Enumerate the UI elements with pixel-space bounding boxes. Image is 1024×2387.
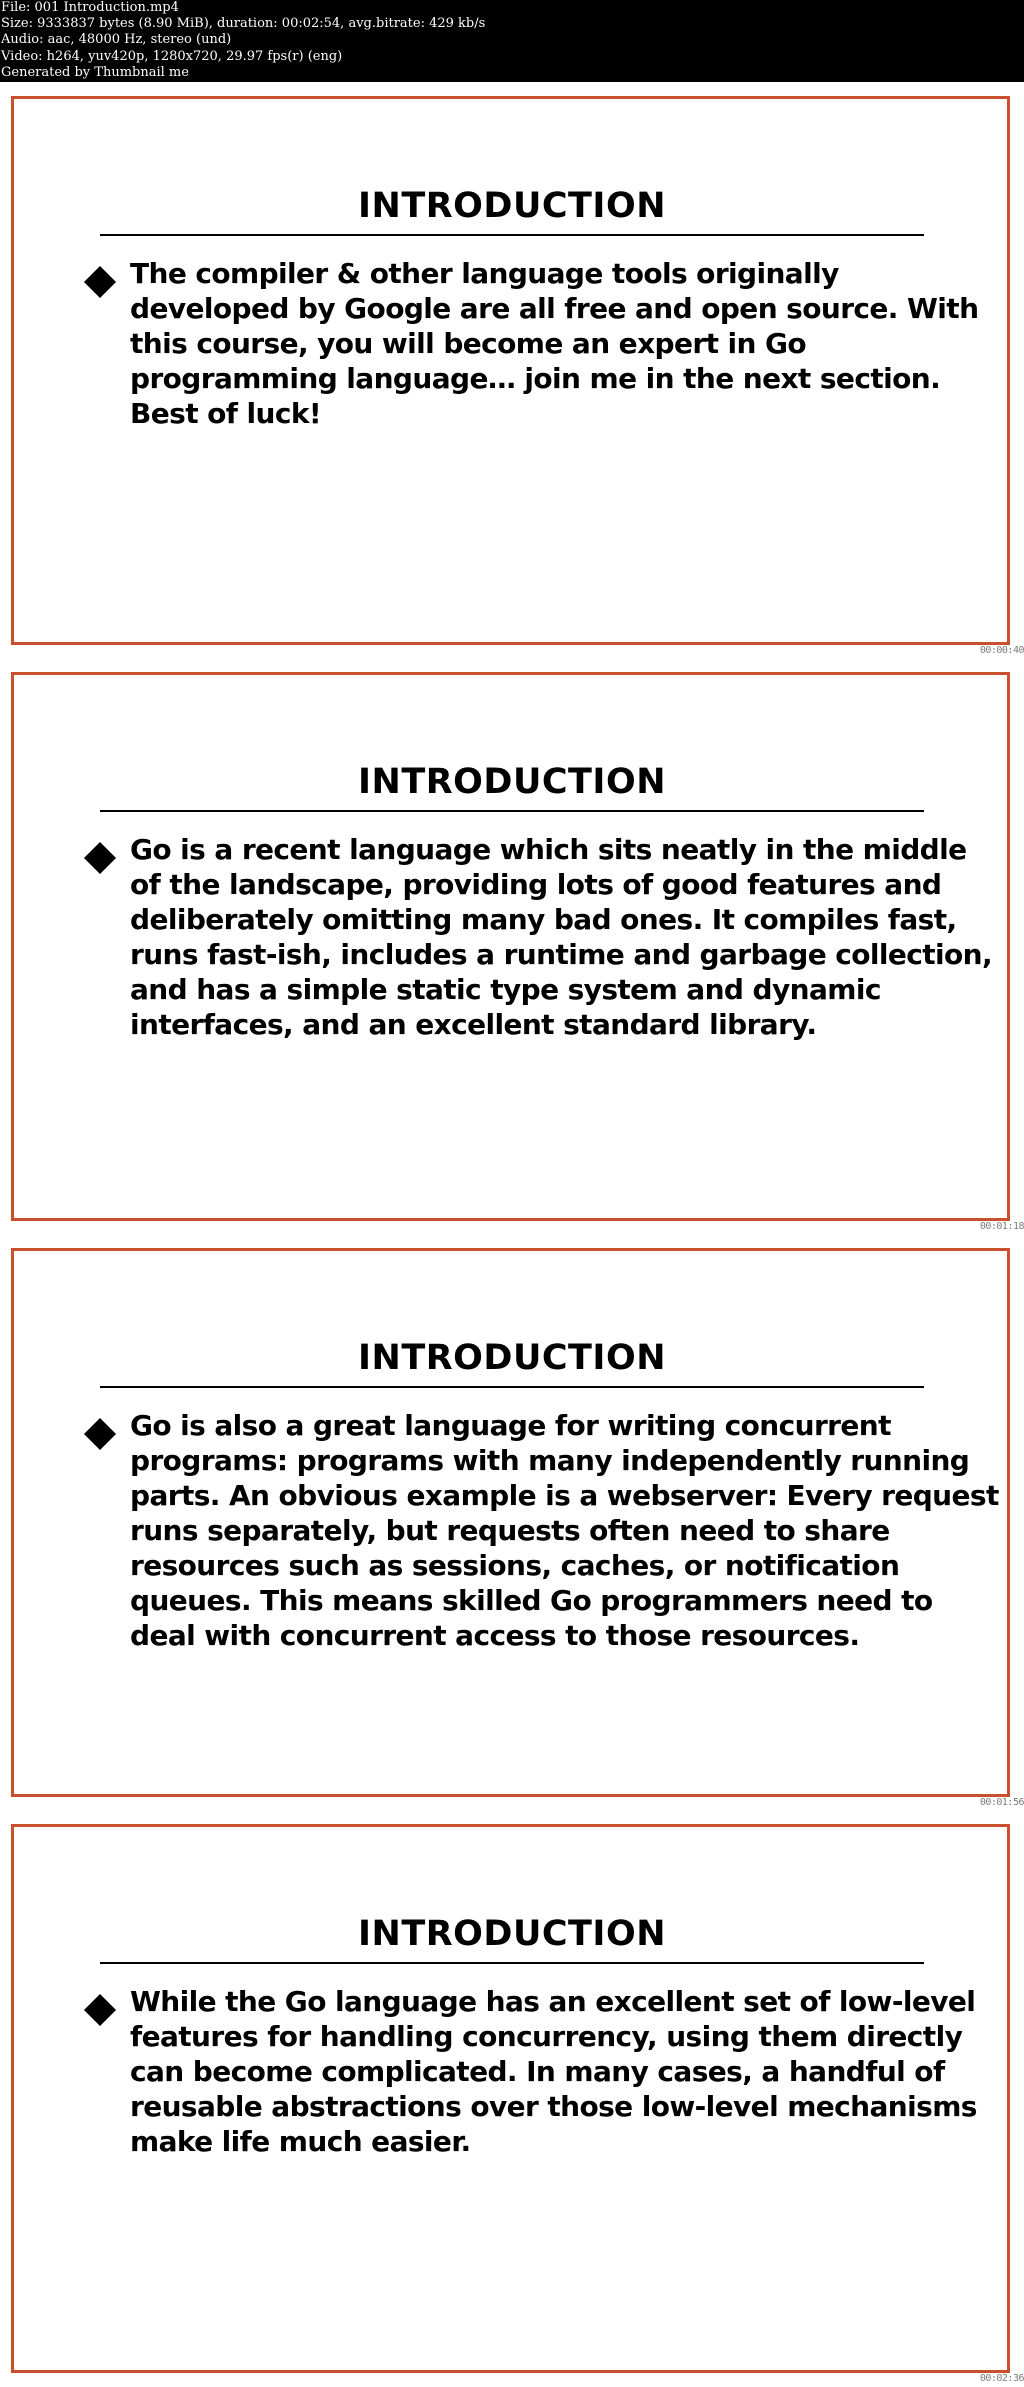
thumbnail-timestamp: 00:02:36 (979, 2373, 1024, 2384)
slide-title: INTRODUCTION (358, 1338, 666, 1378)
title-underline (100, 810, 924, 812)
file-name-line: File: 001 Introduction.mp4 (1, 0, 179, 15)
title-underline (100, 1962, 924, 1964)
diamond-bullet-icon (84, 842, 116, 874)
slide-bullet-text: Go is also a great language for writing concurrent programs: programs with many independently running parts. An obvious example is a webserver: Every request runs separately, but requests often need to share resources such as sessions, caches, or notification queues. This means skilled Go programmers need to deal with concurrent access to those resources. (130, 1409, 999, 1652)
video-thumbnail-3 (0, 1234, 1024, 1810)
slide-title: INTRODUCTION (358, 186, 666, 226)
file-size-line: Size: 9333837 bytes (8.90 MiB), duration: 00:02:54, avg.bitrate: 429 kb/s (1, 16, 486, 32)
video-info-line: Video: h264, yuv420p, 1280x720, 29.97 fps(r) (eng) (1, 48, 343, 64)
diamond-bullet-icon (84, 266, 116, 298)
diamond-bullet-icon (84, 1418, 116, 1450)
thumbnail-timestamp: 00:01:56 (979, 1797, 1024, 1808)
slide-title: INTRODUCTION (358, 1914, 666, 1954)
slide-bullet-text: The compiler & other language tools originally developed by Google are all free and open source. With this course, you will become an expert in Go programming language… join me in the next section. Best of luck! (130, 257, 979, 430)
slide-title: INTRODUCTION (358, 762, 666, 802)
audio-info-line: Audio: aac, 48000 Hz, stereo (und) (1, 32, 232, 48)
video-thumbnail-4 (0, 1810, 1024, 2386)
title-underline (100, 234, 924, 236)
file-info-header (0, 0, 1024, 82)
thumbnail-timestamp: 00:01:18 (979, 1221, 1024, 1232)
video-thumbnail-1 (0, 82, 1024, 658)
video-thumbnail-2 (0, 658, 1024, 1234)
diamond-bullet-icon (84, 1994, 116, 2026)
slide-bullet-text: While the Go language has an excellent set of low-level features for handling concurrency, using them directly can become complicated. In many cases, a handful of reusable abstractions over those low-level mechanisms make life much easier. (130, 1985, 977, 2158)
thumbnail-timestamp: 00:00:40 (979, 645, 1024, 656)
title-underline (100, 1386, 924, 1388)
slide-bullet-text: Go is a recent language which sits neatly in the middle of the landscape, providing lots of good features and deliberately omitting many bad ones. It compiles fast, runs fast-ish, includes a runtime and garbage collection, and has a simple static type system and dynamic interfaces, and an excellent standard library. (130, 833, 993, 1041)
generator-line: Generated by Thumbnail me (1, 64, 189, 80)
